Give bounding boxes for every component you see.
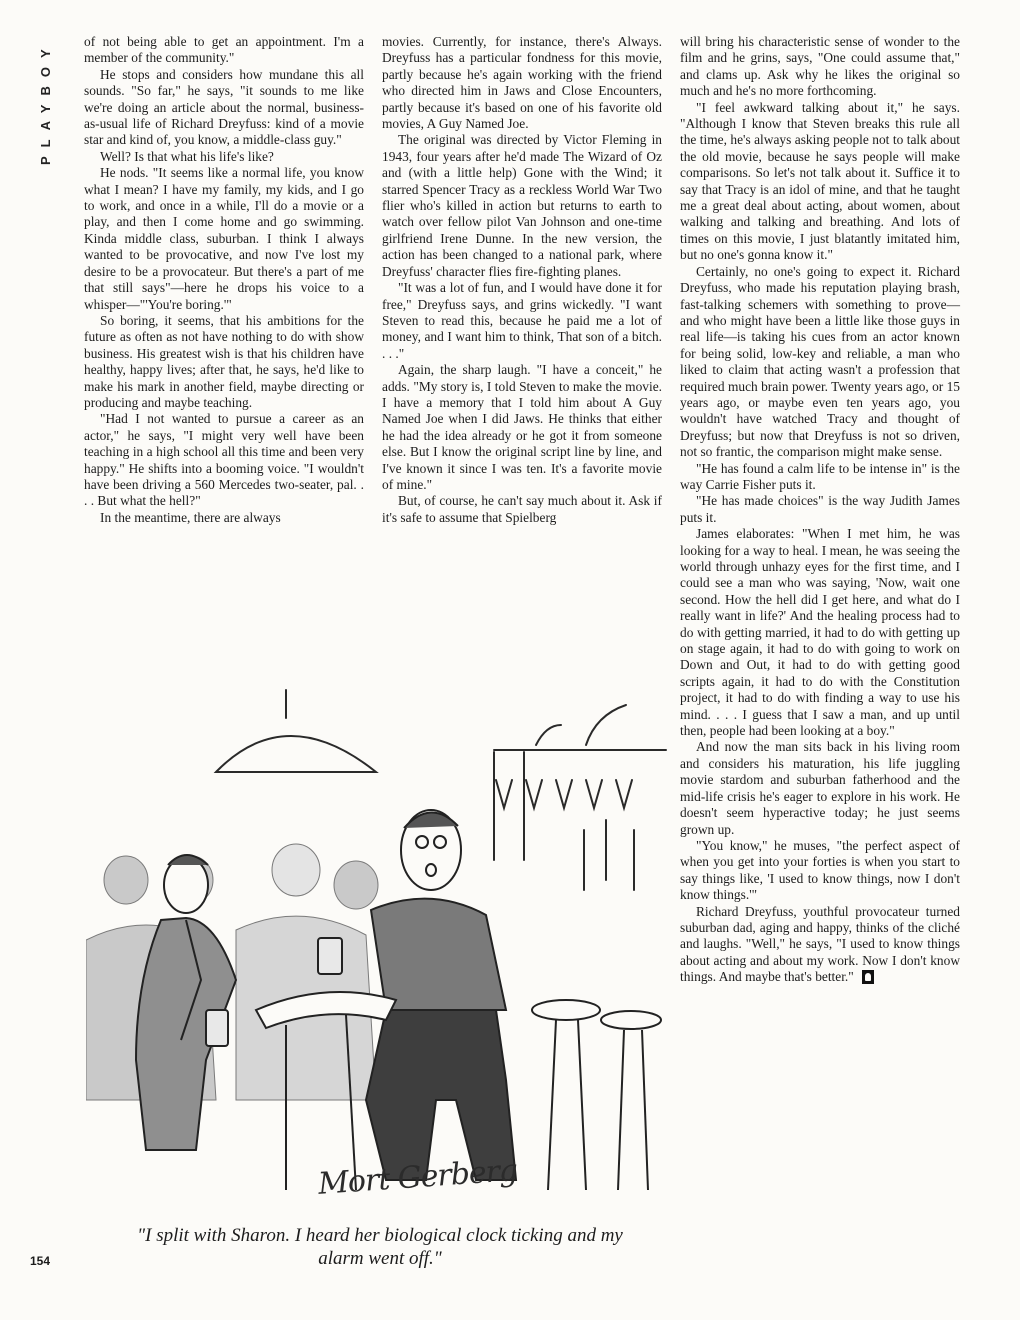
paragraph: He stops and considers how mundane this all sounds. "So far," he says, "it sounds to me like we're doing an article about the normal, business-as-usual life of Richard Dreyfuss: kind of a movie star and kind of, you know, a middle-class guy." xyxy=(84,66,364,148)
masthead: PLAYBOY xyxy=(38,40,53,166)
paragraph: Again, the sharp laugh. "I have a conceit," he adds. "My story is, I told Steven to make the movie. I have a memory that I told him about A Guy Named Joe when I did Jaws. He thinks that either he had the idea already or he got it from someone else. But I know the original script line by line, and I've known it since I was ten. It's a favorite movie of mine." xyxy=(382,362,662,492)
paragraph-text: Richard Dreyfuss, youthful provocateur turned suburban dad, aging and happy, thinks of the cliché and laughs. "Well," he says, "I used to know things about acting and about my work. Now I don't know things. And maybe that's better." xyxy=(680,903,960,985)
paragraph: Well? Is that what his life's like? xyxy=(100,148,274,164)
paragraph: He nods. "It seems like a normal life, you know what I mean? I have my family, my kids, and I go to work, and once in a while, I'll do a movie or a play, and then I come home and go swimming. Kinda middle class, suburban. I think I always wanted to be provocative, and now I've lost my desire to be a provocateur. But there's a part of me that still says"—here he drops his voice to a whisper—"'You're boring.'" xyxy=(84,165,364,312)
paragraph: In the meantime, there are always xyxy=(100,509,281,525)
paragraph: James elaborates: "When I met him, he was looking for a way to heal. I mean, he was seeing the world through unhazy eyes for the first time, and I could see a man who was saying, 'Now, wait one second. How the hell did I get here, and what do I really want in life?' And the healing process had to do with getting married, it had to do with getting up on stage again, it had to do with going to work on Down and Out, it had to do with getting good scripts again, it had to do with the Constitution project, it had to do with finding a way to use his mind. . . . I guess that I saw a man, and up until then, people had been looking at a boy." xyxy=(680,526,960,739)
paragraph: Certainly, no one's going to expect it. Richard Dreyfuss, who made his reputation playing brash, fast-talking schemers with something to prove—and who might have been a little like those guys in real life—is taking his cues from an actor known for being solid, low-key and reliable, a man who liked to claim that acting wasn't a profession that required much brain power. Twenty years ago, or 15 years ago, or maybe even ten years ago, you wouldn't have watched Tracy and thought of Dreyfuss; but now that Dreyfuss is not so driven, not so frantic, the comparison might make sense. xyxy=(680,263,960,460)
page-number: 154 xyxy=(30,1254,51,1268)
article-column-2 xyxy=(382,34,662,526)
cartoonist-signature: Mort Gerberg xyxy=(317,1153,519,1202)
paragraph: of not being able to get an appointment. I'm a member of the community." xyxy=(84,34,364,66)
paragraph: "He has made choices" is the way Judith James puts it. xyxy=(680,493,960,525)
paragraph: movies. Currently, for instance, there's Always. Dreyfuss has a particular fondness for this movie, partly because he's again working with the friend who directed him in Jaws and Close Encounters, partly because it's based on one of his favorite old movies, A Guy Named Joe. xyxy=(382,34,662,132)
paragraph: "I feel awkward talking about it," he says. "Although I know that Steven breaks this rule all the time, he's always asking people not to talk about the old movie, because he says people will make comparisons. So let's not talk about it. Suffice it to say that Tracy is an idol of mine, and that he taught me a great deal about acting, about women, about walking and talking and breathing. And lots of times on this movie, I just blatantly imitated him, but no one's gonna know it." xyxy=(680,99,960,263)
article-column-3 xyxy=(680,34,960,986)
paragraph: will bring his characteristic sense of wonder to the film and he grins, says, "One could assume that," and clams up. Ask why he likes the original so much and he's no more forthcoming. xyxy=(680,34,960,99)
article-column-1 xyxy=(84,34,364,526)
paragraph: The original was directed by Victor Fleming in 1943, four years after he'd made The Wizard of Oz and (with a little help) Gone with the Wind; it starred Spencer Tracy as a reckless World War Two flier who's killed in action but returns to earth to watch over fellow pilot Van Johnson and one-time girlfriend Irene Dunne. In the new version, the action has been changed to a national park, where Dreyfuss' character flies fire-fighting planes. xyxy=(382,132,662,279)
paragraph: And now the man sits back in his living room and considers his maturation, his life juggling movie stardom and suburban fatherhood and the mid-life crisis he's eager to explore in his work. He doesn't seem hyperactive today; he just seems grown up. xyxy=(680,739,960,837)
paragraph: So boring, it seems, that his ambitions for the future as often as not have nothing to do with show business. His greatest wish is that his children have healthy, happy lives; after that, he says, he'd like to make his mark in another field, maybe directing or producing and maybe teaching. xyxy=(84,312,364,410)
cartoon-caption: "I split with Sharon. I heard her biological clock ticking and my alarm went off." xyxy=(137,1225,623,1269)
paragraph xyxy=(680,904,960,986)
paragraph: "He has found a calm life to be intense in" is the way Carrie Fisher puts it. xyxy=(680,460,960,492)
end-mark-icon xyxy=(862,970,874,984)
cartoon-illustration xyxy=(86,680,676,1210)
paragraph: "It was a lot of fun, and I would have done it for free," Dreyfuss says, and grins wickedly. "I want Steven to read this, because he paid me a lot of money, and I want him to think, That son of a bitch. . . ." xyxy=(382,280,662,361)
paragraph: But, of course, he can't say much about it. Ask if it's safe to assume that Spielberg xyxy=(382,493,662,525)
paragraph: "Had I not wanted to pursue a career as an actor," he says, "I might very well have been teaching in a high school all this time and been very happy." He shifts into a booming voice. "I wouldn't have been driving a 560 Mercedes two-seater, pal. . . . But what the hell?" xyxy=(84,411,364,509)
paragraph: "You know," he muses, "the perfect aspect of when you get into your forties is when you start to say things like, 'I used to know things, now I don't know things.'" xyxy=(680,837,960,903)
